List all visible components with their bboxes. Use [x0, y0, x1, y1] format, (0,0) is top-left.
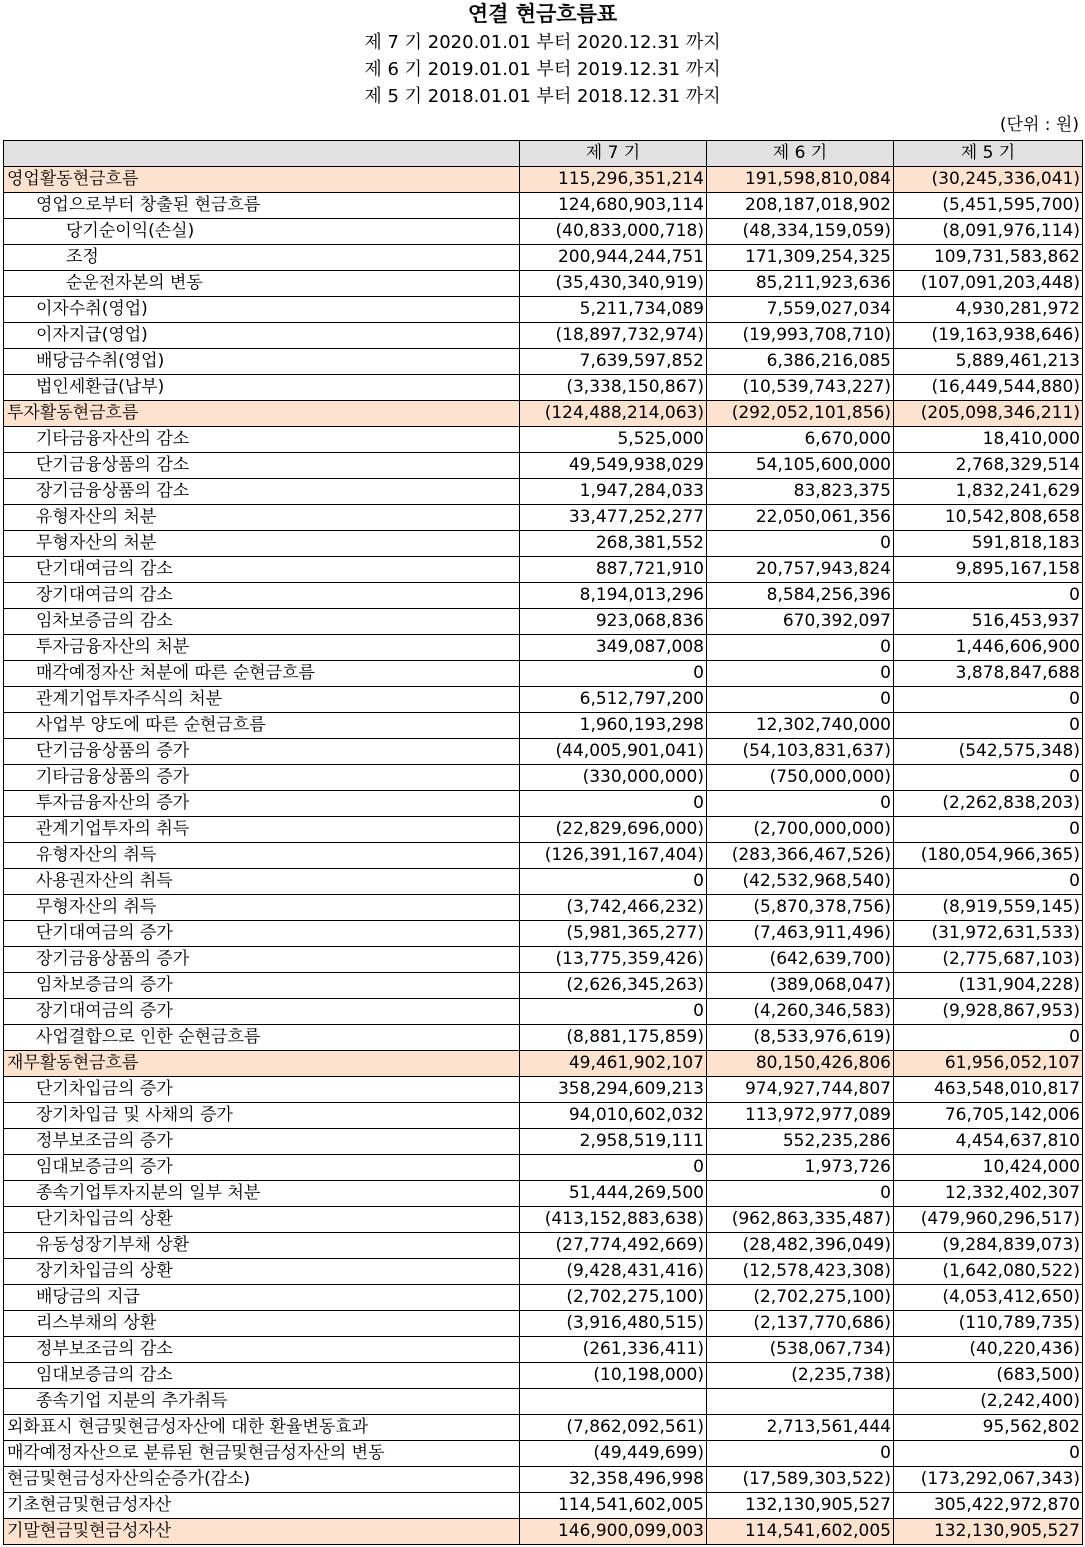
amount-cell: 115,296,351,214 [520, 167, 707, 193]
row-label: 기타금융상품의 증가 [4, 765, 520, 791]
table-row [4, 1415, 1083, 1441]
table-row [4, 479, 1083, 505]
table-row [4, 791, 1083, 817]
table-row [4, 557, 1083, 583]
table-row [4, 219, 1083, 245]
table-row [4, 739, 1083, 765]
amount-cell: (413,152,883,638) [520, 1207, 707, 1233]
table-row [4, 1103, 1083, 1129]
row-label: 유형자산의 처분 [4, 505, 520, 531]
amount-cell: (8,881,175,859) [520, 1025, 707, 1051]
amount-cell: (1,642,080,522) [894, 1259, 1083, 1285]
amount-cell: (2,775,687,103) [894, 947, 1083, 973]
amount-cell: (9,428,431,416) [520, 1259, 707, 1285]
row-label: 법인세환급(납부) [4, 375, 520, 401]
amount-cell: 124,680,903,114 [520, 193, 707, 219]
row-label: 임대보증금의 증가 [4, 1155, 520, 1181]
amount-cell: 974,927,744,807 [707, 1077, 894, 1103]
amount-cell: 0 [894, 1441, 1083, 1467]
period-line: 제 5 기 2018.01.01 부터 2018.12.31 까지 [364, 86, 721, 107]
amount-cell: 0 [707, 791, 894, 817]
column-header: 제 5 기 [894, 141, 1083, 167]
row-label: 투자금융자산의 증가 [4, 791, 520, 817]
amount-cell: 0 [894, 583, 1083, 609]
row-label: 종속기업투자지분의 일부 처분 [4, 1181, 520, 1207]
table-row [4, 895, 1083, 921]
row-label: 정부보조금의 감소 [4, 1337, 520, 1363]
amount-cell: 7,559,027,034 [707, 297, 894, 323]
row-label: 장기금융상품의 감소 [4, 479, 520, 505]
table-row [4, 609, 1083, 635]
table-row [4, 921, 1083, 947]
row-label: 단기대여금의 증가 [4, 921, 520, 947]
amount-cell: (4,053,412,650) [894, 1285, 1083, 1311]
amount-cell: 0 [520, 661, 707, 687]
table-row [4, 765, 1083, 791]
amount-cell: (48,334,159,059) [707, 219, 894, 245]
amount-cell: 552,235,286 [707, 1129, 894, 1155]
row-label: 장기대여금의 감소 [4, 583, 520, 609]
table-row [4, 999, 1083, 1025]
amount-cell: 20,757,943,824 [707, 557, 894, 583]
row-label: 유형자산의 취득 [4, 843, 520, 869]
amount-cell: (2,137,770,686) [707, 1311, 894, 1337]
amount-cell [520, 1389, 707, 1415]
section-row [4, 1051, 1083, 1077]
amount-cell: (2,235,738) [707, 1363, 894, 1389]
amount-cell: 113,972,977,089 [707, 1103, 894, 1129]
table-row [4, 843, 1083, 869]
row-label: 사업부 양도에 따른 순현금흐름 [4, 713, 520, 739]
table-row [4, 1129, 1083, 1155]
unit-label: (단위 : 원) [999, 115, 1079, 135]
amount-cell: 5,211,734,089 [520, 297, 707, 323]
table-row [4, 1441, 1083, 1467]
amount-cell: 208,187,018,902 [707, 193, 894, 219]
amount-cell: 0 [520, 869, 707, 895]
table-row [4, 1493, 1083, 1519]
amount-cell: (31,972,631,533) [894, 921, 1083, 947]
amount-cell: (18,897,732,974) [520, 323, 707, 349]
amount-cell: 4,930,281,972 [894, 297, 1083, 323]
amount-cell: 49,549,938,029 [520, 453, 707, 479]
amount-cell: (5,870,378,756) [707, 895, 894, 921]
table-row [4, 427, 1083, 453]
amount-cell: 114,541,602,005 [707, 1519, 894, 1545]
amount-cell: 0 [520, 999, 707, 1025]
amount-cell: (49,449,699) [520, 1441, 707, 1467]
row-label: 사용권자산의 취득 [4, 869, 520, 895]
row-label: 단기금융상품의 증가 [4, 739, 520, 765]
row-label: 재무활동현금흐름 [4, 1051, 520, 1077]
amount-cell: (538,067,734) [707, 1337, 894, 1363]
amount-cell: 0 [894, 1025, 1083, 1051]
amount-cell: 8,584,256,396 [707, 583, 894, 609]
statement-title: 연결 현금흐름표 [467, 2, 618, 26]
amount-cell: 0 [894, 869, 1083, 895]
amount-cell: (642,639,700) [707, 947, 894, 973]
row-label: 기말현금및현금성자산 [4, 1519, 520, 1545]
row-label: 영업으로부터 창출된 현금흐름 [4, 193, 520, 219]
table-row [4, 1259, 1083, 1285]
table-row [4, 1233, 1083, 1259]
row-label: 이자지급(영업) [4, 323, 520, 349]
amount-cell: 6,670,000 [707, 427, 894, 453]
header-label-cell [4, 141, 520, 167]
amount-cell: (19,993,708,710) [707, 323, 894, 349]
amount-cell: 1,960,193,298 [520, 713, 707, 739]
row-label: 배당금의 지급 [4, 1285, 520, 1311]
amount-cell: 1,832,241,629 [894, 479, 1083, 505]
row-label: 순운전자본의 변동 [4, 271, 520, 297]
amount-cell: (683,500) [894, 1363, 1083, 1389]
amount-cell: 49,461,902,107 [520, 1051, 707, 1077]
amount-cell: 463,548,010,817 [894, 1077, 1083, 1103]
table-row [4, 453, 1083, 479]
amount-cell: (5,981,365,277) [520, 921, 707, 947]
column-header: 제 6 기 [707, 141, 894, 167]
row-label: 관계기업투자의 취득 [4, 817, 520, 843]
amount-cell: (8,533,976,619) [707, 1025, 894, 1051]
amount-cell: 10,542,808,658 [894, 505, 1083, 531]
amount-cell: 268,381,552 [520, 531, 707, 557]
amount-cell: 12,332,402,307 [894, 1181, 1083, 1207]
amount-cell: (962,863,335,487) [707, 1207, 894, 1233]
amount-cell: 18,410,000 [894, 427, 1083, 453]
table-row [4, 245, 1083, 271]
amount-cell: 171,309,254,325 [707, 245, 894, 271]
amount-cell: 109,731,583,862 [894, 245, 1083, 271]
amount-cell: 0 [894, 817, 1083, 843]
row-label: 기타금융자산의 감소 [4, 427, 520, 453]
amount-cell: 1,973,726 [707, 1155, 894, 1181]
amount-cell: 0 [894, 765, 1083, 791]
amount-cell: 0 [520, 1155, 707, 1181]
amount-cell: 349,087,008 [520, 635, 707, 661]
amount-cell: 5,525,000 [520, 427, 707, 453]
amount-cell: 0 [707, 661, 894, 687]
row-label: 임대보증금의 감소 [4, 1363, 520, 1389]
row-label: 임차보증금의 감소 [4, 609, 520, 635]
amount-cell: 200,944,244,751 [520, 245, 707, 271]
amount-cell: 2,713,561,444 [707, 1415, 894, 1441]
amount-cell: 4,454,637,810 [894, 1129, 1083, 1155]
amount-cell: 1,947,284,033 [520, 479, 707, 505]
table-row [4, 973, 1083, 999]
amount-cell: (9,284,839,073) [894, 1233, 1083, 1259]
row-label: 투자금융자산의 처분 [4, 635, 520, 661]
amount-cell: 33,477,252,277 [520, 505, 707, 531]
table-header-row [4, 141, 1083, 167]
amount-cell: (30,245,336,041) [894, 167, 1083, 193]
row-label: 외화표시 현금및현금성자산에 대한 환율변동효과 [4, 1415, 520, 1441]
table-row [4, 323, 1083, 349]
amount-cell: 0 [707, 1181, 894, 1207]
amount-cell: (542,575,348) [894, 739, 1083, 765]
table-row [4, 349, 1083, 375]
table-row [4, 1467, 1083, 1493]
amount-cell: 9,895,167,158 [894, 557, 1083, 583]
table-row [4, 193, 1083, 219]
row-label: 무형자산의 취득 [4, 895, 520, 921]
table-row [4, 635, 1083, 661]
amount-cell: 0 [894, 687, 1083, 713]
cash-flow-table [3, 140, 1083, 1545]
amount-cell: 6,386,216,085 [707, 349, 894, 375]
amount-cell: (44,005,901,041) [520, 739, 707, 765]
amount-cell: (10,539,743,227) [707, 375, 894, 401]
amount-cell: 54,105,600,000 [707, 453, 894, 479]
table-row [4, 297, 1083, 323]
table-row [4, 947, 1083, 973]
amount-cell: (3,338,150,867) [520, 375, 707, 401]
amount-cell: (13,775,359,426) [520, 947, 707, 973]
amount-cell [707, 1389, 894, 1415]
amount-cell: 32,358,496,998 [520, 1467, 707, 1493]
amount-cell: 114,541,602,005 [520, 1493, 707, 1519]
row-label: 장기금융상품의 증가 [4, 947, 520, 973]
row-label: 임차보증금의 증가 [4, 973, 520, 999]
amount-cell: (292,052,101,856) [707, 401, 894, 427]
amount-cell: 94,010,602,032 [520, 1103, 707, 1129]
table-row [4, 1311, 1083, 1337]
section-row [4, 401, 1083, 427]
amount-cell: 85,211,923,636 [707, 271, 894, 297]
amount-cell: (107,091,203,448) [894, 271, 1083, 297]
amount-cell: 516,453,937 [894, 609, 1083, 635]
amount-cell: 305,422,972,870 [894, 1493, 1083, 1519]
amount-cell: (173,292,067,343) [894, 1467, 1083, 1493]
amount-cell: 51,444,269,500 [520, 1181, 707, 1207]
amount-cell: (9,928,867,953) [894, 999, 1083, 1025]
amount-cell: (750,000,000) [707, 765, 894, 791]
amount-cell: (16,449,544,880) [894, 375, 1083, 401]
amount-cell: 2,768,329,514 [894, 453, 1083, 479]
amount-cell: (17,589,303,522) [707, 1467, 894, 1493]
amount-cell: (2,702,275,100) [707, 1285, 894, 1311]
table-row [4, 661, 1083, 687]
table-row [4, 1207, 1083, 1233]
amount-cell: (479,960,296,517) [894, 1207, 1083, 1233]
amount-cell: 591,818,183 [894, 531, 1083, 557]
amount-cell: (110,789,735) [894, 1311, 1083, 1337]
amount-cell: (12,578,423,308) [707, 1259, 894, 1285]
amount-cell: 0 [707, 531, 894, 557]
period-line: 제 6 기 2019.01.01 부터 2019.12.31 까지 [364, 59, 721, 80]
amount-cell: 132,130,905,527 [894, 1519, 1083, 1545]
row-label: 무형자산의 처분 [4, 531, 520, 557]
row-label: 유동성장기부채 상환 [4, 1233, 520, 1259]
amount-cell: 0 [707, 687, 894, 713]
amount-cell: (22,829,696,000) [520, 817, 707, 843]
table-row [4, 1285, 1083, 1311]
amount-cell: 887,721,910 [520, 557, 707, 583]
amount-cell: 1,446,606,900 [894, 635, 1083, 661]
amount-cell: (10,198,000) [520, 1363, 707, 1389]
amount-cell: 132,130,905,527 [707, 1493, 894, 1519]
amount-cell: (283,366,467,526) [707, 843, 894, 869]
row-label: 단기차입금의 증가 [4, 1077, 520, 1103]
table-row [4, 713, 1083, 739]
amount-cell: 358,294,609,213 [520, 1077, 707, 1103]
table-row [4, 1389, 1083, 1415]
amount-cell: 83,823,375 [707, 479, 894, 505]
table-row [4, 1155, 1083, 1181]
table-row [4, 375, 1083, 401]
amount-cell: (5,451,595,700) [894, 193, 1083, 219]
amount-cell: (40,833,000,718) [520, 219, 707, 245]
row-label: 사업결합으로 인한 순현금흐름 [4, 1025, 520, 1051]
row-label: 장기차입금 및 사채의 증가 [4, 1103, 520, 1129]
amount-cell: 923,068,836 [520, 609, 707, 635]
amount-cell: 670,392,097 [707, 609, 894, 635]
amount-cell: 2,958,519,111 [520, 1129, 707, 1155]
row-label: 매각예정자산으로 분류된 현금및현금성자산의 변동 [4, 1441, 520, 1467]
amount-cell: (3,916,480,515) [520, 1311, 707, 1337]
amount-cell: (131,904,228) [894, 973, 1083, 999]
amount-cell: 22,050,061,356 [707, 505, 894, 531]
amount-cell: 0 [707, 1441, 894, 1467]
amount-cell: (35,430,340,919) [520, 271, 707, 297]
section-row [4, 1519, 1083, 1545]
amount-cell: (7,862,092,561) [520, 1415, 707, 1441]
table-row [4, 1077, 1083, 1103]
amount-cell: 191,598,810,084 [707, 167, 894, 193]
table-row [4, 1363, 1083, 1389]
amount-cell: (124,488,214,063) [520, 401, 707, 427]
row-label: 단기차입금의 상환 [4, 1207, 520, 1233]
amount-cell: (8,919,559,145) [894, 895, 1083, 921]
amount-cell: (2,702,275,100) [520, 1285, 707, 1311]
table-body [4, 167, 1083, 1545]
amount-cell: 8,194,013,296 [520, 583, 707, 609]
amount-cell: 10,424,000 [894, 1155, 1083, 1181]
amount-cell: 80,150,426,806 [707, 1051, 894, 1077]
amount-cell: (8,091,976,114) [894, 219, 1083, 245]
amount-cell: 6,512,797,200 [520, 687, 707, 713]
amount-cell: (7,463,911,496) [707, 921, 894, 947]
table-row [4, 687, 1083, 713]
amount-cell: (2,700,000,000) [707, 817, 894, 843]
amount-cell: (389,068,047) [707, 973, 894, 999]
amount-cell: (42,532,968,540) [707, 869, 894, 895]
row-label: 조정 [4, 245, 520, 271]
amount-cell: (261,336,411) [520, 1337, 707, 1363]
amount-cell: (4,260,346,583) [707, 999, 894, 1025]
amount-cell: (2,626,345,263) [520, 973, 707, 999]
amount-cell: (28,482,396,049) [707, 1233, 894, 1259]
amount-cell: (126,391,167,404) [520, 843, 707, 869]
amount-cell: 0 [894, 713, 1083, 739]
amount-cell: (27,774,492,669) [520, 1233, 707, 1259]
row-label: 이자수취(영업) [4, 297, 520, 323]
amount-cell: (330,000,000) [520, 765, 707, 791]
amount-cell: 12,302,740,000 [707, 713, 894, 739]
period-line: 제 7 기 2020.01.01 부터 2020.12.31 까지 [364, 32, 721, 53]
amount-cell: (180,054,966,365) [894, 843, 1083, 869]
amount-cell: 7,639,597,852 [520, 349, 707, 375]
row-label: 단기금융상품의 감소 [4, 453, 520, 479]
row-label: 현금및현금성자산의순증가(감소) [4, 1467, 520, 1493]
table-row [4, 817, 1083, 843]
row-label: 영업활동현금흐름 [4, 167, 520, 193]
row-label: 투자활동현금흐름 [4, 401, 520, 427]
row-label: 리스부채의 상환 [4, 1311, 520, 1337]
table-row [4, 531, 1083, 557]
row-label: 배당금수취(영업) [4, 349, 520, 375]
amount-cell: (205,098,346,211) [894, 401, 1083, 427]
amount-cell: (40,220,436) [894, 1337, 1083, 1363]
amount-cell: (2,262,838,203) [894, 791, 1083, 817]
row-label: 종속기업 지분의 추가취득 [4, 1389, 520, 1415]
amount-cell: (54,103,831,637) [707, 739, 894, 765]
amount-cell: 0 [520, 791, 707, 817]
amount-cell: 146,900,099,003 [520, 1519, 707, 1545]
table-row [4, 505, 1083, 531]
row-label: 기초현금및현금성자산 [4, 1493, 520, 1519]
table-row [4, 271, 1083, 297]
row-label: 관계기업투자주식의 처분 [4, 687, 520, 713]
column-header: 제 7 기 [520, 141, 707, 167]
table-row [4, 1025, 1083, 1051]
amount-cell: (19,163,938,646) [894, 323, 1083, 349]
table-row [4, 869, 1083, 895]
row-label: 당기순이익(손실) [4, 219, 520, 245]
amount-cell: 3,878,847,688 [894, 661, 1083, 687]
amount-cell: (3,742,466,232) [520, 895, 707, 921]
row-label: 장기차입금의 상환 [4, 1259, 520, 1285]
table-row [4, 583, 1083, 609]
row-label: 장기대여금의 증가 [4, 999, 520, 1025]
amount-cell: 5,889,461,213 [894, 349, 1083, 375]
amount-cell: 61,956,052,107 [894, 1051, 1083, 1077]
table-row [4, 1337, 1083, 1363]
amount-cell: 0 [707, 635, 894, 661]
row-label: 매각예정자산 처분에 따른 순현금흐름 [4, 661, 520, 687]
amount-cell: 76,705,142,006 [894, 1103, 1083, 1129]
row-label: 정부보조금의 증가 [4, 1129, 520, 1155]
section-row [4, 167, 1083, 193]
amount-cell: 95,562,802 [894, 1415, 1083, 1441]
amount-cell: (2,242,400) [894, 1389, 1083, 1415]
row-label: 단기대여금의 감소 [4, 557, 520, 583]
table-row [4, 1181, 1083, 1207]
